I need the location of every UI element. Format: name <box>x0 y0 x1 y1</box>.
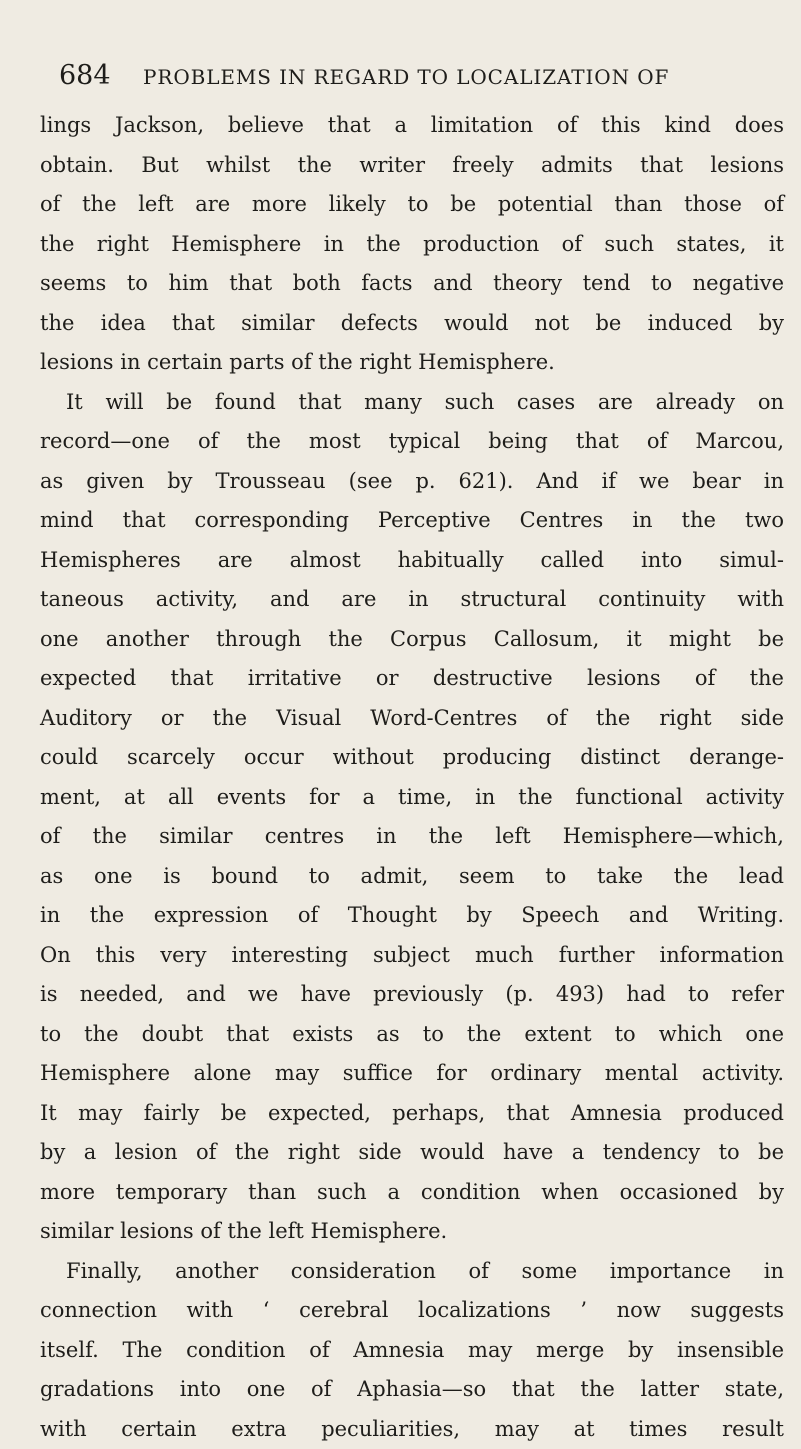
text-line: the right Hemisphere in the production of such states, it <box>40 225 784 265</box>
text-line: lesions in certain parts of the right Hemisphere. <box>40 343 784 383</box>
text-line: in the expression of Thought by Speech and Writing. <box>40 896 784 936</box>
text-line: one another through the Corpus Callosum, it might be <box>40 620 784 660</box>
text-line: record—one of the most typical being that of Marcou, <box>40 422 784 462</box>
text-line: with certain extra peculiarities, may at times result <box>40 1410 784 1449</box>
text-line: It will be found that many such cases are already on <box>40 383 784 423</box>
running-head: PROBLEMS IN REGARD TO LOCALIZATION OF <box>143 61 669 93</box>
text-line: the idea that similar defects would not be induced by <box>40 304 784 344</box>
page-header <box>59 58 779 98</box>
page-number: 684 <box>59 58 111 94</box>
text-line: connection with ‘ cerebral localizations ’ now suggests <box>40 1291 784 1331</box>
text-line: It may fairly be expected, perhaps, that Amnesia produced <box>40 1094 784 1134</box>
text-line: ment, at all events for a time, in the functional activity <box>40 778 784 818</box>
text-line: Auditory or the Visual Word-Centres of the right side <box>40 699 784 739</box>
text-line: Finally, another consideration of some importance in <box>40 1252 784 1292</box>
text-line: by a lesion of the right side would have a tendency to be <box>40 1133 784 1173</box>
text-line: is needed, and we have previously (p. 493) had to refer <box>40 975 784 1015</box>
text-line: On this very interesting subject much further information <box>40 936 784 976</box>
text-line: Hemisphere alone may suffice for ordinary mental activity. <box>40 1054 784 1094</box>
text-line: similar lesions of the left Hemisphere. <box>40 1212 784 1252</box>
text-line: itself. The condition of Amnesia may merge by insensible <box>40 1331 784 1371</box>
text-line: expected that irritative or destructive lesions of the <box>40 659 784 699</box>
text-line: gradations into one of Aphasia—so that the latter state, <box>40 1370 784 1410</box>
text-line: as one is bound to admit, seem to take the lead <box>40 857 784 897</box>
text-line: Hemispheres are almost habitually called into simul- <box>40 541 784 581</box>
text-line: of the similar centres in the left Hemisphere—which, <box>40 817 784 857</box>
text-line: could scarcely occur without producing distinct derange- <box>40 738 784 778</box>
text-line: lings Jackson, believe that a limitation of this kind does <box>40 106 784 146</box>
text-line: mind that corresponding Perceptive Centres in the two <box>40 501 784 541</box>
text-line: to the doubt that exists as to the extent to which one <box>40 1015 784 1055</box>
text-line: obtain. But whilst the writer freely admits that lesions <box>40 146 784 186</box>
text-line: as given by Trousseau (see p. 621). And if we bear in <box>40 462 784 502</box>
body-text <box>40 106 784 1449</box>
text-line: of the left are more likely to be potential than those of <box>40 185 784 225</box>
text-line: seems to him that both facts and theory tend to negative <box>40 264 784 304</box>
text-line: taneous activity, and are in structural continuity with <box>40 580 784 620</box>
text-line: more temporary than such a condition when occasioned by <box>40 1173 784 1213</box>
